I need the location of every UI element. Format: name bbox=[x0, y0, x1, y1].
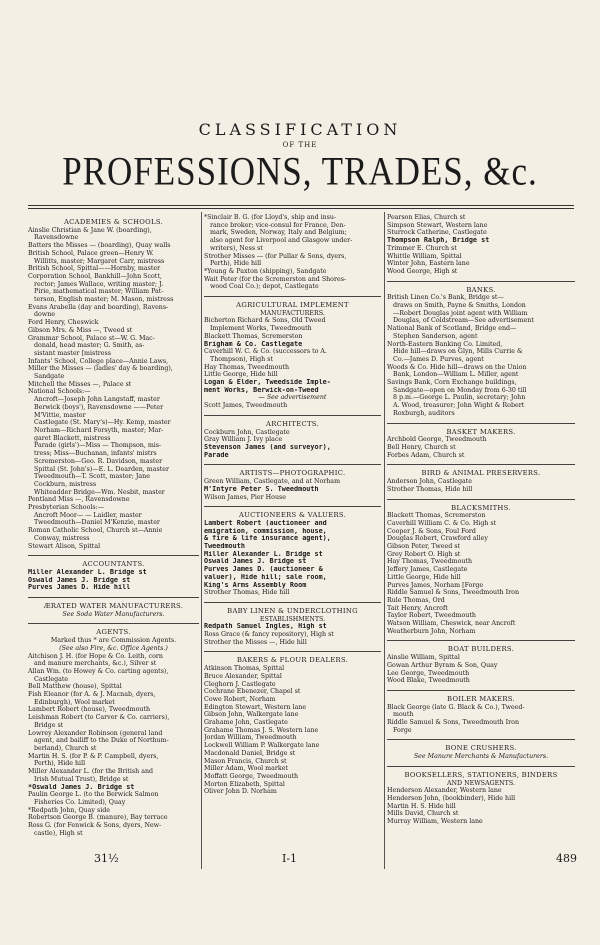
directory-entry: Robertson George B. (manure), Bay terrace bbox=[28, 814, 168, 822]
directory-entry-continuation: Ancroft Moor— — Laidler, master bbox=[34, 511, 142, 519]
directory-entry: Bruce Alexander, Spittal bbox=[204, 672, 282, 680]
directory-entry: Oliver John D. Norham bbox=[204, 788, 277, 796]
directory-entry: Morton Elizabeth, Spittal bbox=[204, 780, 285, 788]
directory-entry-continuation: Co.—James D. Purves, agent bbox=[393, 355, 484, 363]
directory-entry-bold: & fire & life insurance agent), bbox=[204, 535, 331, 543]
heading-classification: CLASSIFICATION bbox=[198, 120, 402, 139]
cross-reference-note: See Manure Merchants & Manufacturers. bbox=[413, 753, 549, 761]
directory-entry: National Bank of Scotland, Bridge end— bbox=[387, 325, 517, 333]
directory-entry-bold: Stevenson James (and surveyor), bbox=[204, 443, 331, 451]
directory-entry: Henderson John, (bookbinder), Hide hill bbox=[387, 795, 516, 802]
directory-entry-continuation: Edinburgh), Wool market bbox=[34, 698, 115, 706]
top-rule-thin bbox=[28, 208, 574, 209]
directory-entry-continuation: downe bbox=[34, 311, 55, 319]
directory-entry: British Linen Co.'s Bank, Bridge st— bbox=[387, 294, 504, 302]
directory-entry-continuation: Bank, London—William L. Miller, agent bbox=[393, 371, 519, 379]
directory-entry: Hay Thomas, Tweedmouth bbox=[387, 558, 473, 566]
directory-entry: Atkinson Thomas, Spittal bbox=[204, 665, 285, 673]
directory-entry-continuation: draws on Smith, Payne & Smiths, London bbox=[393, 302, 526, 310]
top-rule bbox=[28, 205, 574, 206]
directory-entry-continuation: Bridge st bbox=[34, 721, 64, 729]
section-divider bbox=[204, 415, 381, 416]
directory-entry: Grahame Thomas J. S. Western lane bbox=[204, 726, 319, 734]
directory-entry: Lowrey Alexander Robinson (general land bbox=[28, 729, 163, 737]
footer-sheet-mark: I-1 bbox=[282, 852, 298, 865]
directory-entry: Ford Henry, Cheswick bbox=[28, 319, 99, 327]
directory-entry-continuation: Ravensdowne bbox=[34, 234, 79, 242]
directory-entry-continuation: sistant master [mistress bbox=[34, 349, 111, 357]
directory-entry: Fish Eleanor (for A. & J. Macnab, dyers, bbox=[28, 691, 156, 699]
directory-entry-continuation: Conway, mistress bbox=[34, 534, 90, 542]
section-divider bbox=[204, 651, 381, 652]
section-heading: ÆRATED WATER MANUFACTURERS. bbox=[43, 602, 184, 611]
section-heading: BANKS. bbox=[466, 285, 496, 294]
section-heading: BOOKSELLERS, STATIONERS, BINDERS bbox=[404, 770, 558, 779]
column-divider bbox=[384, 212, 385, 869]
directory-entry-continuation: Tweedmouth—Daniel M'Kenzie, master bbox=[34, 519, 160, 527]
directory-entry: Hay Thomas, Tweedmouth bbox=[204, 363, 290, 371]
cross-reference-note: — See advertisement bbox=[258, 394, 327, 402]
directory-entry: Presbyterian Schools:— bbox=[28, 504, 105, 512]
section-heading: ACCOUNTANTS. bbox=[82, 560, 145, 569]
directory-entry-continuation: Ancroft—Joseph John Langstaff, master bbox=[34, 396, 160, 404]
directory-entry: Cowe Robert, Norham bbox=[204, 695, 276, 703]
section-heading: ARTISTS—PHOTOGRAPHIC. bbox=[239, 469, 346, 478]
section-divider bbox=[387, 499, 575, 500]
directory-column-right bbox=[387, 214, 575, 826]
directory-entry: Gray William J. Ivy place bbox=[204, 436, 283, 444]
directory-entry: Bell Henry, Church st bbox=[387, 443, 456, 451]
directory-entry-continuation: Tweedmouth—T. Scott, master; Jane bbox=[34, 473, 150, 481]
directory-entry-continuation: writers), Ness st bbox=[210, 244, 263, 252]
directory-entry: Roman Catholic School, Church st—Annie bbox=[28, 527, 163, 535]
directory-entry-bold: Thompson Ralph, Bridge st bbox=[387, 237, 490, 245]
directory-entry-continuation: mouth bbox=[393, 711, 414, 719]
directory-entry-continuation: Stephen Sanderson, agent bbox=[393, 332, 478, 340]
directory-entry-continuation: castle), High st bbox=[34, 829, 83, 837]
directory-entry-continuation: A. Wood, treasurer; John Wight & Robert bbox=[393, 402, 525, 410]
directory-entry-continuation: Fisheries Co. Limited), Quay bbox=[34, 798, 126, 806]
directory-entry-bold: King's Arms Assembly Room bbox=[204, 581, 307, 589]
heading-professions-trades: PROFESSIONS, TRADES, &c. bbox=[62, 149, 538, 194]
section-heading: BIRD & ANIMAL PRESERVERS. bbox=[421, 469, 541, 478]
directory-entry: Wait Peter (for the Scremerston and Shores- bbox=[204, 275, 347, 283]
directory-entry-bold: Miller Alexander L. Bridge st bbox=[204, 550, 323, 558]
directory-entry: Mitchell the Misses —, Palace st bbox=[28, 380, 132, 388]
directory-entry: Green William, Castlegate, and at Norham bbox=[204, 478, 341, 486]
directory-entry-continuation: Whiteadder Bridge—Wm. Nesbit, master bbox=[34, 488, 165, 496]
directory-entry-continuation: agent, and bailiff to the Duke of Northum- bbox=[34, 737, 169, 745]
directory-entry: Mason Francis, Church st bbox=[204, 757, 287, 765]
directory-entry: Gibson John, Walkergate lane bbox=[204, 711, 299, 719]
section-subheading: Marked thus * are Commission Agents. bbox=[50, 637, 177, 645]
directory-entry: Weatherburn John, Norham bbox=[387, 627, 476, 635]
directory-entry-continuation: donald, head master; G. Smith, as- bbox=[34, 342, 145, 350]
directory-entry-bold: valuer), Hide hill; sale room, bbox=[204, 573, 327, 581]
directory-entry-bold: Oswald James J. Bridge st bbox=[204, 558, 307, 566]
directory-entry: Caverhill William C. & Co. High st bbox=[387, 519, 497, 527]
directory-entry: Pentland Miss —, Ravensdowne bbox=[28, 496, 130, 504]
section-subheading: MANUFACTURERS. bbox=[260, 309, 325, 317]
cross-reference-note: (See also Fire, &c. Office Agents.) bbox=[59, 644, 168, 652]
section-divider bbox=[387, 281, 575, 282]
directory-entry-continuation: Sandgate bbox=[34, 373, 65, 381]
footer-signature-mark: 31½ bbox=[94, 852, 119, 865]
directory-entry: Winter John, Eastern lane bbox=[387, 260, 470, 268]
directory-entry: Batters the Misses — (boarding), Quay walls bbox=[28, 242, 171, 250]
directory-entry: Miller Alexander L. (for the British and bbox=[28, 768, 154, 776]
directory-entry: Bicherton Richard & Sons, Old Tweed bbox=[204, 317, 326, 325]
directory-entry-continuation: Irish Mutual Trust), Bridge st bbox=[34, 775, 129, 783]
directory-entry-continuation: Douglas, of Coldstream—See advertisement bbox=[393, 317, 534, 325]
directory-entry-bold: *Oswald James J. Bridge st bbox=[28, 783, 135, 791]
directory-entry: Stewart Alison, Spittal bbox=[28, 542, 101, 550]
directory-entry-continuation: Norham—Richard Forsyth, master; Mar- bbox=[34, 426, 164, 434]
directory-entry: Jeffery James, Castlegate bbox=[387, 566, 468, 574]
section-divider bbox=[387, 423, 575, 424]
directory-entry-continuation: Spittal (St. John's)—E. L. Dearden, master bbox=[34, 465, 169, 473]
directory-entry: Miller Adam, Wool market bbox=[204, 765, 288, 773]
directory-entry-continuation: and manure merchants, &c.), Silver st bbox=[34, 660, 157, 668]
directory-entry: Allan Wm. (to Howey & Co. carting agents), bbox=[28, 667, 169, 675]
directory-entry-bold: Tweedmouth bbox=[204, 543, 245, 551]
directory-entry-continuation: berland), Church st bbox=[34, 745, 97, 752]
section-heading: BAKERS & FLOUR DEALERS. bbox=[236, 656, 349, 665]
section-divider bbox=[387, 464, 575, 465]
directory-entry-continuation: mark, Sweden, Norway, Italy and Belgium; bbox=[210, 229, 347, 237]
directory-entry-continuation: also agent for Liverpool and Glasgow under- bbox=[210, 237, 353, 245]
directory-entry: Wilson James, Pier House bbox=[204, 493, 286, 501]
directory-entry: Grahame John, Castlegate bbox=[204, 719, 288, 727]
directory-entry: *Redpath John, Quay side bbox=[28, 806, 110, 814]
directory-entry: Cleghorn J. Castlegate bbox=[204, 680, 276, 688]
directory-entry: National Schools:— bbox=[28, 388, 91, 396]
section-heading: BLACKSMITHS. bbox=[451, 503, 511, 512]
column-divider bbox=[201, 212, 202, 869]
directory-entry-continuation: Perth), Hide hill bbox=[34, 760, 86, 768]
directory-entry-continuation: Castlegate bbox=[34, 675, 69, 683]
directory-entry: Black George (late G. Black & Co.), Tweed- bbox=[387, 703, 525, 711]
directory-entry: Miller the Misses — (ladies' day & boarding), bbox=[28, 365, 173, 373]
directory-entry-bold: Logan & Elder, Tweedside Imple- bbox=[204, 379, 331, 387]
section-heading: BOILER MAKERS. bbox=[447, 694, 515, 703]
directory-column-left bbox=[28, 214, 199, 837]
directory-entry: Cockburn John, Castlegate bbox=[204, 428, 290, 436]
directory-entry: Infants' School, College place—Annie Laws, bbox=[28, 357, 169, 365]
directory-entry: Rule Thomas, Ord bbox=[387, 596, 445, 604]
directory-entry: Little George, Hide hill bbox=[387, 573, 461, 581]
directory-entry: Murray William, Western lane bbox=[387, 818, 483, 826]
directory-entry-bold: Oswald James J. Bridge st bbox=[28, 576, 131, 584]
directory-entry-continuation: Hide hill—draws on Glyn, Mills Currie & bbox=[393, 348, 523, 356]
directory-entry: Tait Henry, Ancroft bbox=[387, 604, 448, 612]
directory-entry: Strother Misses — (for Pullar & Sons, dyers, bbox=[204, 252, 347, 260]
directory-entry-continuation: Roxburgh, auditors bbox=[393, 409, 455, 417]
directory-entry: Forbes Adam, Church st bbox=[387, 451, 465, 459]
section-divider bbox=[28, 597, 199, 598]
directory-entry-continuation: Sandgate—open on Monday from 6-30 till bbox=[393, 386, 527, 394]
directory-entry: Paulin George L. (to the Berwick Salmon bbox=[28, 791, 159, 799]
directory-entry: Jordan William, Tweedmouth bbox=[204, 734, 297, 742]
directory-entry: Ross Grace (& fancy repository), High st bbox=[204, 631, 334, 639]
section-heading: BABY LINEN & UNDERCLOTHING bbox=[227, 606, 358, 615]
directory-entry: Ross G. (for Fenwick & Sons, dyers, New- bbox=[28, 822, 162, 830]
directory-entry-continuation: Scremerston—Geo. R. Davidson, master bbox=[34, 457, 163, 465]
directory-entry-continuation: Castlegate (St. Mary's)—Hy. Kemp, master bbox=[34, 419, 171, 427]
directory-entry: Caverhill W. C. & Co. (successors to A. bbox=[204, 348, 327, 356]
directory-entry: Moffatt George, Tweedmouth bbox=[204, 773, 299, 780]
directory-entry: Bell Matthew (house), Spittal bbox=[28, 683, 122, 691]
directory-entry-continuation: Willitts, master; Margaret Carr, mistress bbox=[34, 257, 165, 265]
directory-entry: Leishman Robert (to Carver & Co. carriers), bbox=[28, 714, 170, 722]
directory-entry: Edington Stewart, Western lane bbox=[204, 703, 307, 711]
section-divider bbox=[204, 506, 381, 507]
directory-entry: Cochrane Ebenezer, Chapel st bbox=[204, 688, 301, 696]
directory-entry-continuation: —Robert Douglas joint agent with William bbox=[393, 309, 528, 317]
directory-entry: Evans Arabella (day and boarding), Ravens- bbox=[28, 303, 169, 311]
directory-entry-continuation: wood Coal Co.); depot, Castlegate bbox=[210, 283, 319, 291]
directory-entry-continuation: Berwick (boys'), Ravensdowne ——Peter bbox=[34, 403, 164, 411]
directory-entry: Lambert Robert (house), Tweedmouth bbox=[28, 706, 151, 714]
directory-entry: Grey Robert O. High st bbox=[387, 550, 461, 558]
directory-entry: Whittle William, Spittal bbox=[387, 252, 462, 260]
section-divider bbox=[387, 690, 575, 691]
directory-entry-continuation: Parade (girls')—Miss — Thompson, mis- bbox=[34, 442, 162, 450]
directory-entry: Wood George, High st bbox=[387, 267, 458, 275]
directory-entry-continuation: Implement Works, Tweedmouth bbox=[210, 325, 312, 333]
directory-entry: Anderson John, Castlegate bbox=[387, 478, 472, 486]
directory-entry: Little George, Hide hill bbox=[204, 371, 278, 379]
directory-entry: Riddle Samuel & Sons, Tweedmouth Iron bbox=[387, 589, 519, 597]
directory-entry-continuation: rector; James Wallace, writing master; J. bbox=[34, 280, 164, 288]
directory-entry: Martin H. S. (for P. & P. Campbell, dyers, bbox=[28, 752, 159, 760]
section-subheading: ESTABLISHMENTS. bbox=[259, 615, 326, 623]
directory-entry-bold: Lambert Robert (auctioneer and bbox=[204, 519, 327, 527]
directory-entry-bold: ment Works, Berwick-on-Tweed bbox=[204, 386, 319, 394]
directory-entry: British School, Palace green—Henry W. bbox=[28, 249, 154, 257]
section-heading: BONE CRUSHERS. bbox=[445, 744, 517, 753]
directory-entry-continuation: terson, English master; M. Mason, mistress bbox=[34, 296, 174, 304]
directory-entry: Martin H. S. Hide hill bbox=[387, 802, 456, 810]
directory-entry: Aitchison J. H. (for Hope & Co. Leith, corn bbox=[28, 652, 163, 660]
directory-entry-continuation: rance broker; vice-consul for France, Den- bbox=[210, 221, 346, 229]
directory-entry-continuation: Thompson), High st bbox=[210, 355, 273, 363]
directory-entry: Gowan Arthur Byram & Son, Quay bbox=[387, 661, 498, 669]
directory-entry: Blackett Thomas, Scremerston bbox=[204, 332, 303, 340]
directory-entry: Ainslie William, Spittal bbox=[387, 654, 460, 662]
directory-entry-continuation: tress; Miss—Buchanan, infants' mistrs bbox=[34, 450, 157, 458]
directory-entry: British School, Spittal——Hornby, master bbox=[28, 265, 161, 273]
directory-entry: Woods & Co. Hide hill—draws on the Union bbox=[387, 363, 527, 371]
section-divider bbox=[204, 296, 381, 297]
directory-entry-bold: Parade bbox=[204, 451, 229, 459]
directory-entry-continuation: Perth), Hide hill bbox=[210, 260, 262, 268]
directory-entry: Gibson Mrs. & Miss —, Tweed st bbox=[28, 326, 133, 334]
section-divider bbox=[204, 464, 381, 465]
directory-entry: Scott James, Tweedmouth bbox=[204, 402, 288, 410]
directory-entry-continuation: M'Vittie, master bbox=[34, 411, 86, 419]
directory-entry-bold: Purves James D. (auctioneer & bbox=[204, 566, 323, 574]
directory-entry: Lockwell William P. Walkergate lane bbox=[204, 742, 320, 750]
directory-entry: Watson William, Cheswick, near Ancroft bbox=[387, 620, 516, 628]
directory-entry-bold: Purves James D. Hide hill bbox=[28, 584, 131, 592]
directory-entry: Gibson Peter, Tweed st bbox=[387, 543, 461, 551]
directory-entry: Simpson Stewart, Western lane bbox=[387, 221, 488, 229]
directory-entry: *Young & Paxton (shipping), Sandgate bbox=[204, 267, 327, 275]
directory-entry-continuation: garet Blackett, mistress bbox=[34, 434, 111, 442]
section-heading: BOAT BUILDERS. bbox=[447, 645, 515, 654]
cross-reference-note: See Soda Water Manufacturers. bbox=[62, 610, 165, 618]
directory-entry: Blackett Thomas, Scremerston bbox=[387, 512, 486, 520]
section-subheading: AND NEWSAGENTS. bbox=[447, 779, 515, 787]
directory-entry-bold: M'Intyre Peter S. Tweedmouth bbox=[204, 485, 319, 493]
section-heading: ACADEMIES & SCHOOLS. bbox=[63, 218, 164, 226]
directory-entry: Lee George, Tweedmouth bbox=[387, 669, 470, 677]
section-divider bbox=[387, 640, 575, 641]
directory-entry: Henderson Alexander, Western lane bbox=[387, 787, 502, 795]
directory-entry-continuation: 8 p.m.—George L. Paulin, secretary; John bbox=[393, 394, 526, 402]
directory-entry: Purves James, Norham [Forge bbox=[387, 581, 484, 589]
section-divider bbox=[387, 739, 575, 740]
section-divider bbox=[28, 623, 199, 624]
directory-entry: North-Eastern Banking Co. Limited, bbox=[387, 340, 503, 348]
directory-entry: Ainslie Christian & Jane W. (boarding), bbox=[28, 226, 152, 234]
section-divider bbox=[204, 602, 381, 603]
directory-entry: Riddle Samuel & Sons, Tweedmouth Iron bbox=[387, 719, 519, 727]
section-heading: ARCHITECTS. bbox=[266, 419, 319, 428]
directory-entry: Pearson Elias, Church st bbox=[387, 214, 466, 221]
directory-entry-bold: emigration, commission, house, bbox=[204, 527, 327, 535]
section-heading: AUCTIONEERS & VALUERS. bbox=[238, 511, 347, 520]
heading-of-the: OF THE bbox=[282, 141, 318, 149]
directory-entry: Savings Bank, Corn Exchange buildings, bbox=[387, 379, 517, 387]
directory-entry: Douglas Robert, Crawford alley bbox=[387, 535, 488, 543]
section-heading: AGRICULTURAL IMPLEMENT bbox=[236, 301, 349, 310]
directory-entry: Grammar School, Palace st—W. G. Mac- bbox=[28, 334, 155, 342]
directory-entry: Wood Blake, Tweedmouth bbox=[387, 677, 470, 685]
directory-entry: Corporation School, Bankhill—John Scott, bbox=[28, 272, 162, 280]
directory-entry: Strother Thomas, Hide hill bbox=[387, 485, 473, 493]
directory-entry: Mills David, Church st bbox=[387, 810, 459, 818]
section-heading: AGENTS. bbox=[96, 628, 131, 637]
directory-entry-continuation: Cockburn, mistress bbox=[34, 480, 97, 488]
section-divider bbox=[28, 555, 199, 556]
directory-entry: Sturrock Catherine, Castlegate bbox=[387, 229, 487, 237]
directory-entry-continuation: Forge bbox=[393, 726, 412, 734]
directory-entry-bold: Redpath Samuel Ingles, High st bbox=[204, 623, 327, 631]
directory-entry: Trimmer E. Church st bbox=[387, 244, 457, 252]
directory-entry: Strother the Misses —, Hide hill bbox=[204, 638, 307, 646]
directory-entry: Taylor Robert, Tweedmouth bbox=[387, 612, 476, 620]
section-heading: BASKET MAKERS. bbox=[446, 427, 516, 436]
directory-entry: Macdonald Daniel, Bridge st bbox=[204, 749, 296, 757]
directory-entry: Strother Thomas, Hide hill bbox=[204, 589, 290, 597]
directory-entry: Archbold George, Tweedmouth bbox=[387, 436, 487, 444]
page-number: 489 bbox=[556, 852, 577, 865]
directory-entry-bold: Miller Alexander L. Bridge st bbox=[28, 568, 147, 576]
directory-entry-bold: Brigham & Co. Castlegate bbox=[204, 340, 303, 348]
directory-entry-continuation: Pirie, mathematical master; William Pat- bbox=[34, 288, 164, 296]
directory-column-middle bbox=[204, 214, 381, 796]
directory-entry: Cooper J. & Sons, Foul Ford bbox=[387, 527, 476, 535]
section-divider bbox=[387, 766, 575, 767]
directory-entry: *Sinclair B. G. (for Lloyd's, ship and insu- bbox=[204, 214, 337, 221]
